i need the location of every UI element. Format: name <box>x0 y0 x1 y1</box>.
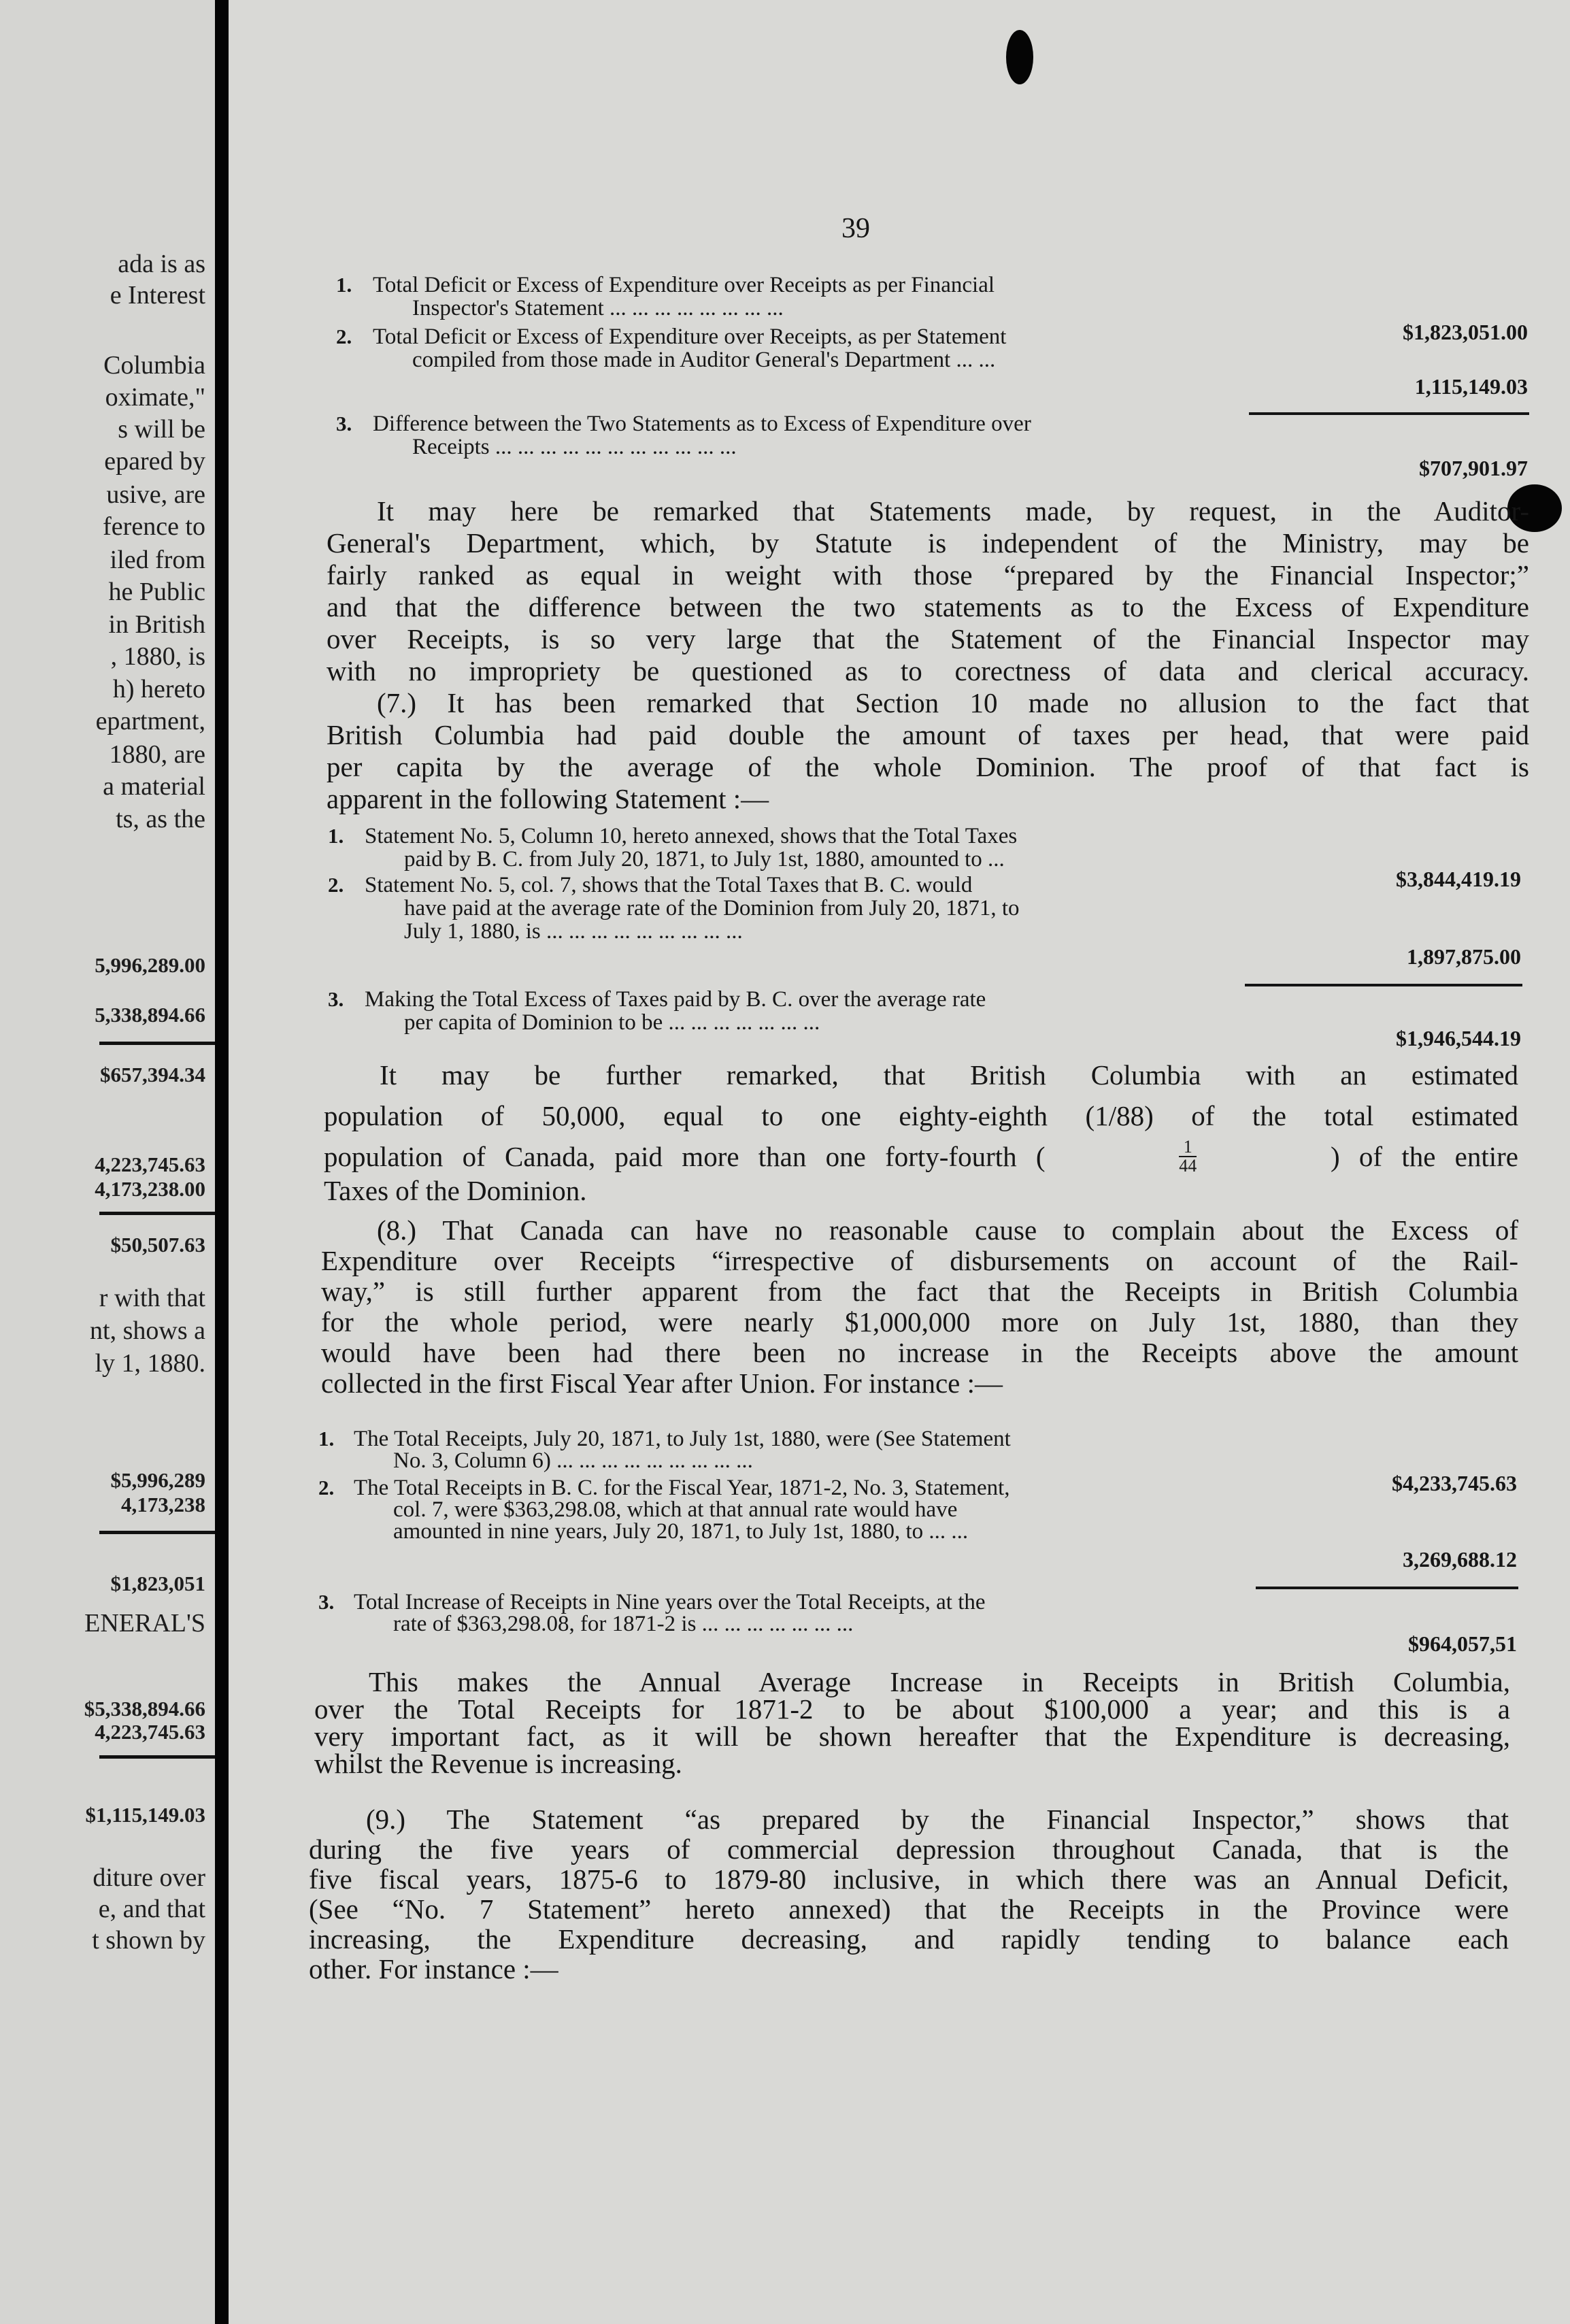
row-text-line: Making the Total Excess of Taxes paid by B. C. over the average rate <box>365 987 986 1012</box>
fragment-line: epared by <box>104 447 205 476</box>
fraction <box>1179 1138 1197 1175</box>
text-line: very important fact, as it will be shown hereafter that the Expenditure is decreasing, <box>314 1721 1510 1752</box>
text-line: fairly ranked as equal in weight with those “prepared by the Financial Inspector;” <box>327 559 1529 591</box>
row-amount: 1,115,149.03 <box>1414 374 1528 399</box>
text-line: over the Total Receipts for 1871-2 to be about $100,000 a year; and this is a <box>314 1693 1510 1725</box>
fragment-line: ts, as the <box>116 805 205 833</box>
fragment-heading: ENERAL'S <box>84 1609 205 1638</box>
fragment-figure: $50,507.63 <box>110 1233 205 1257</box>
fragment-line: e Interest <box>110 281 205 310</box>
sum-rule <box>1249 412 1529 415</box>
row-text-line: Total Increase of Receipts in Nine years over the Total Receipts, at the <box>354 1590 986 1614</box>
text-line: other. For instance :— <box>309 1953 558 1985</box>
row-amount: 3,269,688.12 <box>1403 1547 1517 1572</box>
row-number: 1. <box>328 824 344 848</box>
text-line: It may be further remarked, that British Columbia with an estimated <box>380 1059 1518 1091</box>
fragment-figure: $1,823,051 <box>110 1572 205 1595</box>
fragment-figure: 4,223,745.63 <box>95 1720 205 1744</box>
row-text-line: Receipts ... ... ... ... ... ... ... ... ... ... ... <box>412 435 737 459</box>
fragment-figure: 4,173,238 <box>121 1493 205 1516</box>
fragment-line: he Public <box>108 578 205 606</box>
row-text-line: Statement No. 5, Column 10, hereto annexed, shows that the Total Taxes <box>365 824 1018 848</box>
sum-rule <box>99 1531 215 1534</box>
sum-rule <box>99 1042 215 1045</box>
body-paragraph <box>321 1215 1518 1399</box>
fragment-figure: $657,394.34 <box>100 1063 205 1086</box>
row-text-line: compiled from those made in Auditor General's Department ... ... <box>412 348 996 372</box>
body-paragraph <box>309 1804 1509 1984</box>
row-text-line: No. 3, Column 6) ... ... ... ... ... ... ... ... ... <box>393 1448 753 1473</box>
fragment-figure: 5,338,894.66 <box>95 1003 205 1027</box>
row-text-line: amounted in nine years, July 20, 1871, to July 1st, 1880, to ... ... <box>393 1519 969 1544</box>
row-number: 3. <box>336 412 352 435</box>
sum-rule <box>99 1755 215 1759</box>
fragment-line: e, and that <box>98 1895 205 1923</box>
row-number: 1. <box>318 1427 335 1450</box>
text-line: Expenditure over Receipts “irrespective of disbursements on account of the Rail- <box>321 1245 1518 1276</box>
row-text-line: The Total Receipts in B. C. for the Fiscal Year, 1871-2, No. 3, Statement, <box>354 1476 1010 1500</box>
text-line: (8.) That Canada can have no reasonable cause to complain about the Excess of <box>377 1214 1518 1246</box>
fragment-line: t shown by <box>92 1926 205 1955</box>
text-line: (9.) The Statement “as prepared by the Financial Inspector,” shows that <box>366 1804 1509 1835</box>
row-text-line: col. 7, were $363,298.08, which at that annual rate would have <box>393 1497 958 1522</box>
text-line: increasing, the Expenditure decreasing, and rapidly tending to balance each <box>309 1923 1509 1955</box>
text-line: General's Department, which, by Statute is independent of the Ministry, may be <box>327 527 1529 559</box>
fragment-line: a material <box>103 772 205 801</box>
text-line: British Columbia had paid double the amount of taxes per head, that were paid <box>327 719 1529 750</box>
row-amount: $1,823,051.00 <box>1403 320 1528 344</box>
row-number: 2. <box>336 325 352 348</box>
text-line: population of 50,000, equal to one eighty-eighth (1/88) of the total estimated <box>324 1100 1518 1131</box>
fragment-line: diture over <box>93 1863 205 1892</box>
row-number: 2. <box>328 873 344 897</box>
text-line: five fiscal years, 1875-6 to 1879-80 inclusive, in which there was an Annual Deficit, <box>309 1863 1509 1895</box>
text-line: (7.) It has been remarked that Section 10 made no allusion to the fact that <box>377 687 1529 718</box>
fragment-line: h) hereto <box>112 675 205 703</box>
text-line: collected in the first Fiscal Year after Union. For instance :— <box>321 1367 1003 1399</box>
text-line: Taxes of the Dominion. <box>324 1175 587 1206</box>
fragment-line: s will be <box>118 415 205 444</box>
text-line: way,” is still further apparent from the fact that the Receipts in British Columbia <box>321 1276 1518 1307</box>
row-text-line: Inspector's Statement ... ... ... ... ... ... ... ... <box>412 296 784 320</box>
text-line <box>324 1136 1518 1177</box>
row-number: 1. <box>336 273 352 297</box>
fragment-line: nt, shows a <box>90 1316 205 1345</box>
row-text-line: Total Deficit or Excess of Expenditure over Receipts as per Financial <box>373 273 995 297</box>
sum-rule <box>99 1212 215 1215</box>
fragment-figure: 5,996,289.00 <box>95 953 205 977</box>
row-text-line: rate of $363,298.08, for 1871-2 is ... ... ... ... ... ... ... <box>393 1612 854 1636</box>
row-amount: $964,057,51 <box>1408 1631 1517 1656</box>
row-text-line: Statement No. 5, col. 7, shows that the Total Taxes that B. C. would <box>365 873 973 897</box>
text-line: over Receipts, is so very large that the Statement of the Financial Inspector may <box>327 623 1529 654</box>
body-paragraph <box>324 1055 1518 1204</box>
fragment-line: usive, are <box>106 480 205 509</box>
row-number: 2. <box>318 1476 335 1499</box>
fragment-line: ada is as <box>118 250 205 278</box>
fragment-line: Columbia <box>103 351 205 380</box>
text-line: apparent in the following Statement :— <box>327 783 769 814</box>
row-text-line: paid by B. C. from July 20, 1871, to July 1st, 1880, amounted to ... <box>404 847 1005 872</box>
fragment-line: , 1880, is <box>110 642 205 671</box>
row-amount: $1,946,544.19 <box>1396 1026 1521 1050</box>
fragment-line: epartment, <box>95 707 205 735</box>
fragment-figure: $5,996,289 <box>110 1468 205 1492</box>
row-text-line: July 1, 1880, is ... ... ... ... ... ... ... ... ... <box>404 919 743 944</box>
sum-rule <box>1245 984 1522 986</box>
fragment-line: in British <box>108 610 205 639</box>
fraction-numerator: 1 <box>1179 1138 1197 1157</box>
text-line: whilst the Revenue is increasing. <box>314 1748 682 1779</box>
fragment-figure: $5,338,894.66 <box>84 1697 205 1721</box>
text-line: for the whole period, were nearly $1,000,000 more on July 1st, 1880, than they <box>321 1306 1518 1338</box>
row-number: 3. <box>328 987 344 1011</box>
ink-blot-top <box>1006 30 1033 84</box>
fragment-figure: 4,173,238.00 <box>95 1177 205 1201</box>
row-text-line: have paid at the average rate of the Dominion from July 20, 1871, to <box>404 896 1020 920</box>
row-number: 3. <box>318 1590 335 1614</box>
page-gutter <box>215 0 229 2324</box>
fraction-denominator: 44 <box>1179 1156 1197 1176</box>
text-line: per capita by the average of the whole Dominion. The proof of that fact is <box>327 751 1529 782</box>
row-amount: $3,844,419.19 <box>1396 867 1521 891</box>
row-amount: $707,901.97 <box>1419 456 1528 480</box>
text-line: and that the difference between the two statements as to the Excess of Expenditure <box>327 591 1529 622</box>
fragment-line: ly 1, 1880. <box>95 1349 205 1378</box>
row-amount: $4,233,745.63 <box>1392 1471 1517 1495</box>
sum-rule <box>1256 1587 1518 1589</box>
fragment-figure: 4,223,745.63 <box>95 1152 205 1176</box>
text-line: This makes the Annual Average Increase in Receipts in British Columbia, <box>369 1666 1510 1697</box>
text-line: It may here be remarked that Statements made, by request, in the Auditor- <box>377 495 1529 527</box>
fragment-line: 1880, are <box>109 740 205 769</box>
page-number: 39 <box>841 213 870 244</box>
row-text-line: Difference between the Two Statements as to Excess of Expenditure over <box>373 412 1031 436</box>
fragment-line: iled from <box>110 546 205 574</box>
fragment-line: ference to <box>103 512 205 541</box>
text-line: with no impropriety be questioned as to corectness of data and clerical accuracy. <box>327 655 1529 686</box>
fragment-line: oximate," <box>105 383 205 412</box>
fragment-figure: $1,115,149.03 <box>85 1803 205 1827</box>
document-page <box>229 0 1570 2324</box>
adjacent-page-fragment <box>0 0 215 2324</box>
text-line: would have been had there been no increase in the Receipts above the amount <box>321 1337 1518 1368</box>
body-paragraph <box>327 495 1529 687</box>
body-paragraph <box>327 687 1529 815</box>
row-amount: 1,897,875.00 <box>1407 944 1521 969</box>
row-text-line: Total Deficit or Excess of Expenditure over Receipts, as per Statement <box>373 325 1007 349</box>
body-paragraph <box>314 1668 1510 1777</box>
text-line: during the five years of commercial depression throughout Canada, that is the <box>309 1833 1509 1865</box>
row-text-line: per capita of Dominion to be ... ... ... ... ... ... ... <box>404 1010 820 1035</box>
row-text-line: The Total Receipts, July 20, 1871, to July 1st, 1880, were (See Statement <box>354 1427 1011 1451</box>
fragment-line: r with that <box>99 1284 205 1312</box>
text-fragment: ) of the entire <box>1331 1141 1518 1172</box>
text-fragment: population of Canada, paid more than one forty-fourth ( <box>324 1141 1046 1172</box>
text-line: (See “No. 7 Statement” hereto annexed) that the Receipts in the Province were <box>309 1893 1509 1925</box>
